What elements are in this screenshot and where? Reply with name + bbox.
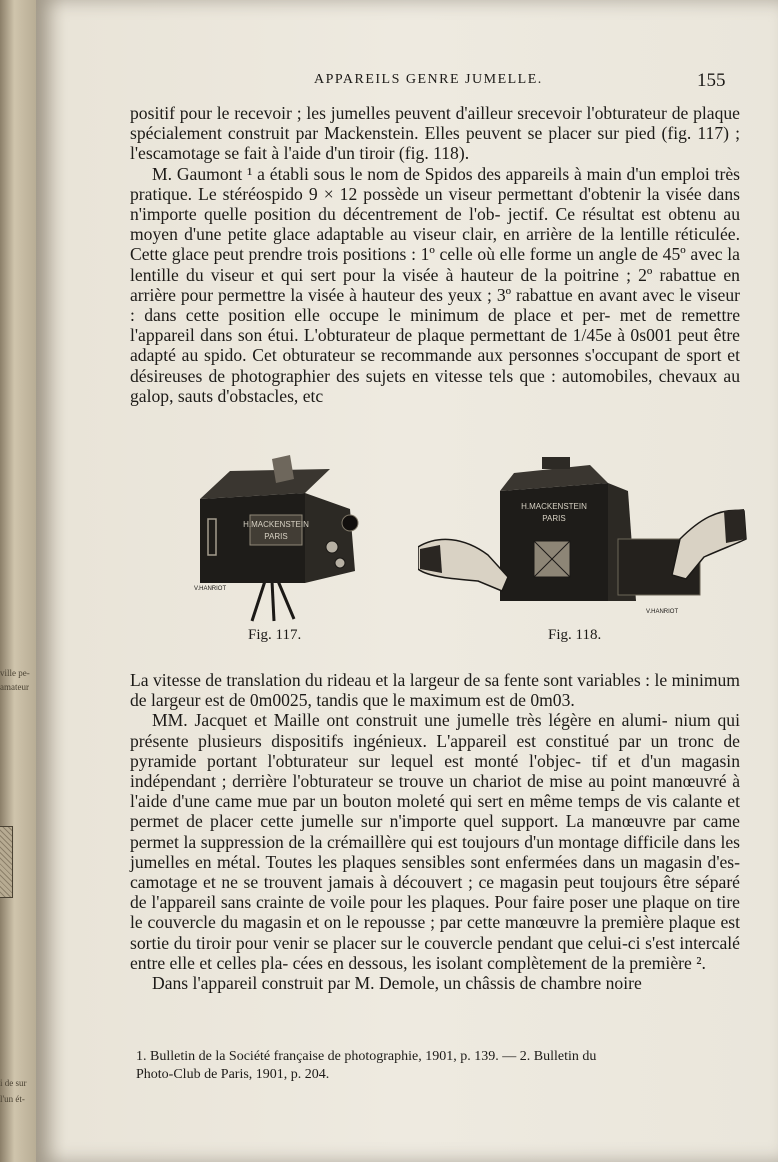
paragraph: La vitesse de translation du rideau et la largeur de sa fente sont variables : le minimum de largeur est de 0m0025, tandis que le maximum est de 0m03. [130,670,740,711]
figure-caption: Fig. 117. [248,627,302,643]
paragraph: Dans l'appareil construit par M. Demole, un châssis de chambre noire [152,973,642,994]
footnote-line: 1. Bulletin de la Société française de photographie, 1901, p. 139. — 2. Bulletin du [136,1049,597,1064]
figures [130,447,750,647]
adjacent-page-edge [0,0,36,1162]
footnote-line: Photo-Club de Paris, 1901, p. 204. [136,1067,330,1082]
engraver-signature: V.HANRIOT [646,609,679,615]
page-number: 155 [697,70,726,91]
paragraph: M. Gaumont ¹ a établi sous le nom de Spidos des appareils à main d'un emploi très pratique. Le stéréospido 9 × 12 possède un viseur permettant d'obtenir la visée dans n'importe quelle position du décentrement de l'ob- jectif. Ce résultat est obtenu au moyen d'une petite glace adaptable au viseur clair, en arrière de la lentille réticulée. Cette glace peut prendre trois positions : 1º celle où elle forme un angle de 45º avec la lentille du viseur et qui sert pour la visée à hauteur de la poitrine ; 2º rabattue en arrière pour permettre la visée à hauteur des yeux ; 3º rabattue en avant avec le viseur : dans cette position elle occupe le minimum de place et per- met de remettre l'appareil dans son étui. L'obturateur de plaque permettant de 1/45e à 0s001 peut être adapté au spido. Cet obturateur se recommande aux personnes s'occupant de sport et désireuses de photographier des sujets en vitesse tels que : automobiles, chevaux au galop, sauts d'obstacles, etc [130,163,741,406]
adjacent-page-text: l'un ét- [0,1094,25,1104]
camera-brand-city: PARIS [542,514,566,523]
adjacent-page-text: i de sur [0,1078,27,1088]
adjacent-page-text: ville pe- [0,668,30,678]
running-title: APPAREILS GENRE JUMELLE. [314,72,543,87]
engraver-signature: V.HANRIOT [194,586,227,592]
camera-brand-label: H.MACKENSTEIN [521,502,587,511]
footnotes [136,1048,746,1084]
paragraph: positif pour le recevoir ; les jumelles peuvent d'ailleur srecevoir l'obturateur de plaque spécialement construit par Mackenstein. Elles peuvent se placer sur pied (fig. 117) ; l'escamotage se fait à l'aide d'un tiroir (fig. 118). [130,103,740,164]
figure-118-illustration [418,451,748,623]
adjacent-page-text: amateur [0,682,29,692]
text-block-top [130,103,740,406]
camera-brand-label: H.MACKENSTEIN [243,520,309,529]
text-block-bottom [130,670,740,993]
camera-brand-city: PARIS [264,532,288,541]
page-header [36,72,778,96]
paragraph: MM. Jacquet et Maille ont construit une jumelle très légère en alumi- nium qui présente plusieurs dispositifs ingénieux. L'appareil est constitué par un tronc de pyramide portant l'obturateur sur lequel est monté l'objec- tif et d'un magasin indépendant ; derrière l'obturateur se trouve un chariot de mise au point manœuvré à l'aide d'une came mue par un bouton moleté qui sert en même temps de vis calante et permet de placer cette jumelle sur n'importe quel support. La manœuvre par came permet la suppression de la crémaillère qui est toujours d'un montage difficile dans les jumelles en métal. Toutes les plaques sensibles sont enfermées dans un magasin d'es- camotage et ne se trouvent jamais à découvert ; ce magasin peut toujours être séparé de l'appareil sans crainte de voile pour les plaques. Pour faire poser une plaque on tire le couvercle du magasin et on le repousse ; par cette manœuvre la première plaque est sortie du tiroir pour venir se placer sur le couvercle pendant que celui-ci s'est intercalé entre elle et celles pla- cées en dessous, les isolant complètement de la première ². [130,710,741,973]
adjacent-page-figure [0,826,13,898]
figure-117-illustration [190,451,370,623]
book-page [36,0,778,1162]
figure-caption: Fig. 118. [548,627,602,643]
